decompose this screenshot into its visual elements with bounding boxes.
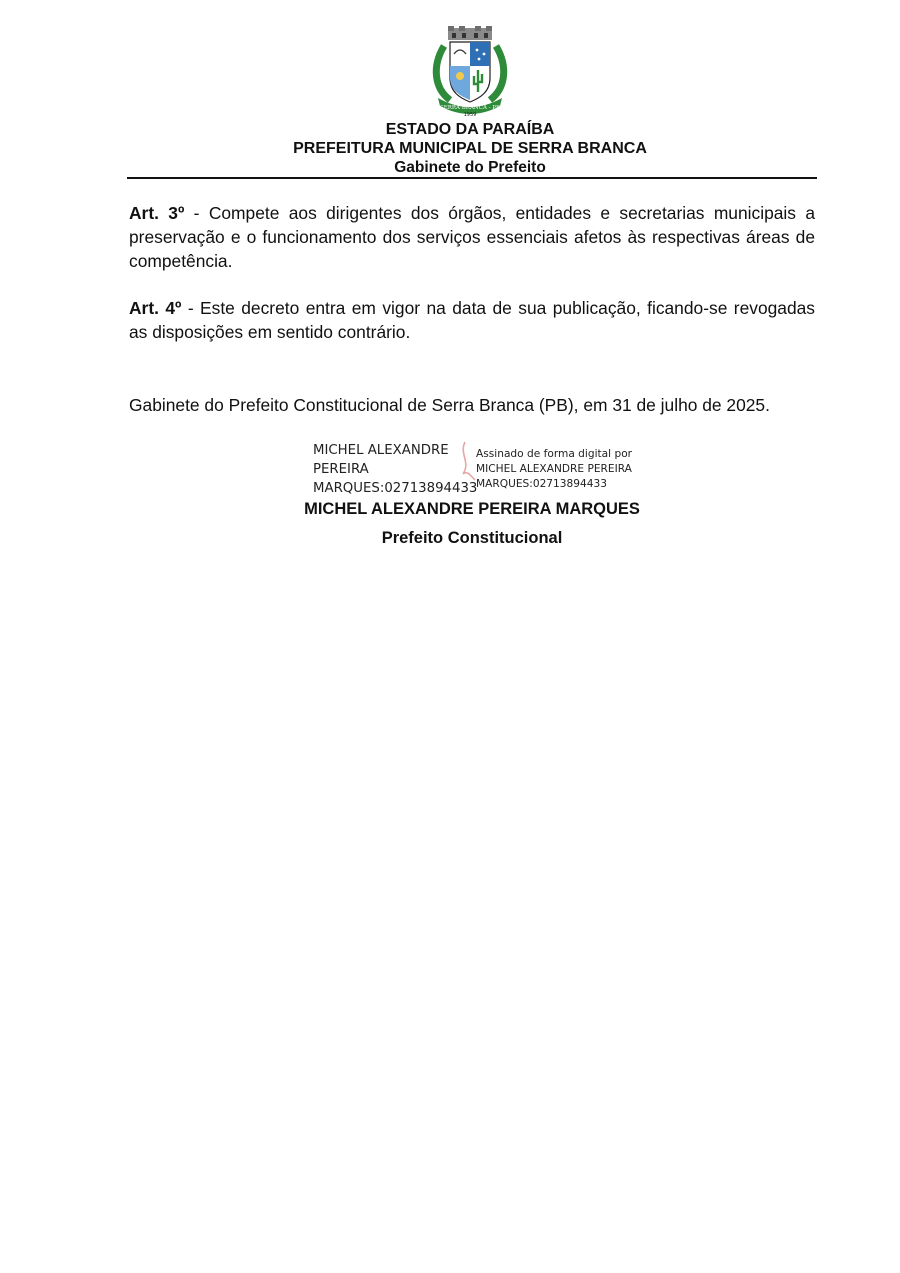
digital-signature-note-line: Assinado de forma digital por (476, 448, 633, 460)
digital-signature-name-line: MARQUES:02713894433 (313, 481, 478, 496)
digital-signature-note (476, 447, 632, 492)
header-divider (127, 177, 817, 179)
article-3-label: Art. 3º (129, 203, 185, 223)
closing-statement: Gabinete do Prefeito Constitucional de Serra Branca (PB), em 31 de julho de 2025. (129, 395, 770, 415)
digital-signature-name-line: PEREIRA (313, 462, 369, 477)
digital-signature-note-line: MICHEL ALEXANDRE PEREIRA (476, 463, 632, 475)
article-4-label: Art. 4º (129, 298, 182, 318)
header-office: Gabinete do Prefeito (394, 159, 546, 176)
coat-of-arms-icon (430, 26, 510, 116)
article-3-text: - Compete aos dirigentes dos órgãos, entidades e secretarias municipais a preservação e o funcionamento dos serviços essenciais afetos às respectivas áreas de competência. (129, 203, 815, 271)
digital-signature-note-line: MARQUES:02713894433 (476, 478, 607, 490)
crest-banner-text: SERRA BRANCA - PB (439, 105, 501, 111)
digital-signature-name (313, 441, 477, 498)
crest-year: 1959 (463, 112, 477, 116)
article-3 (129, 201, 815, 273)
article-4-text: - Este decreto entra em vigor na data de sua publicação, ficando-se revogadas as disposições em sentido contrário. (129, 298, 815, 342)
signatory-role: Prefeito Constitucional (381, 529, 563, 547)
header-state: ESTADO DA PARAÍBA (385, 121, 555, 138)
digital-signature-name-line: MICHEL ALEXANDRE (313, 443, 449, 458)
signatory-name: MICHEL ALEXANDRE PEREIRA MARQUES (304, 500, 640, 518)
article-4 (129, 296, 815, 344)
header-municipality: PREFEITURA MUNICIPAL DE SERRA BRANCA (293, 140, 647, 157)
